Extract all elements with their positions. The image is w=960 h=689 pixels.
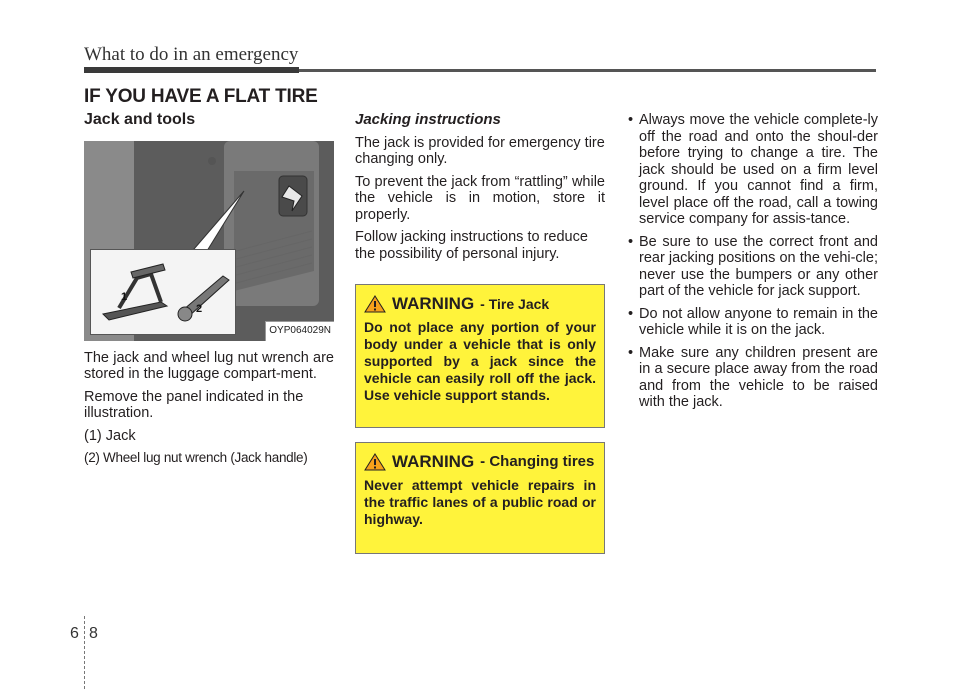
list-item-text: Make sure any children present are in a secure place away from the road and from the vehicle to be raised with the jack.: [639, 344, 878, 410]
bullet-icon: •: [628, 344, 634, 361]
warning-label: WARNING: [392, 451, 475, 471]
header-rule-accent: [84, 67, 299, 73]
emergency-use-paragraph: The jack is provided for emergency tire changing only.: [355, 134, 605, 167]
jack-tools-heading: Jack and tools: [84, 111, 196, 128]
jack-and-wrench-illustration: [91, 250, 235, 334]
callout-2: 2: [196, 302, 203, 315]
remove-panel-paragraph: Remove the panel indicated in the illustration.: [84, 388, 304, 421]
warning-header: [364, 295, 596, 313]
warning-body: Do not place any portion of your body under a vehicle that is only supported by a jack since the vehicle can easily roll off the jack. Use vehicle support stands.: [364, 319, 596, 403]
wrench-label: (2) Wheel lug nut wrench (Jack handle): [84, 450, 308, 465]
list-item-text: Do not allow anyone to remain in the vehicle while it is on the jack.: [639, 305, 878, 338]
page-number-divider: [84, 616, 85, 689]
section-title: IF YOU HAVE A FLAT TIRE: [84, 86, 318, 107]
jack-tools-figure: [84, 141, 334, 341]
column-3: [624, 112, 878, 417]
list-item: [624, 234, 878, 300]
warning-subtitle: - Changing tires: [480, 452, 595, 470]
figure-code: OYP064029N: [265, 321, 334, 341]
list-item-text: Always move the vehicle complete-ly off the road and onto the shoul-der before trying to change a tire. The jack should be used on a firm level ground. If you cannot find a firm, level place off the road, call a towing service company for assis-tance.: [639, 112, 878, 227]
warning-triangle-icon: [364, 453, 386, 471]
list-item: [624, 112, 878, 228]
storage-paragraph: The jack and wheel lug nut wrench are stored in the luggage compart-ment.: [84, 349, 334, 382]
list-item: [624, 306, 878, 339]
warning-triangle-icon: [364, 295, 386, 313]
chapter-header-title: What to do in an emergency: [84, 44, 299, 65]
follow-instructions-paragraph: Follow jacking instructions to reduce the possibility of personal injury.: [355, 229, 588, 262]
page-number: 8: [89, 625, 98, 642]
tire-jack-warning: [355, 284, 605, 428]
warning-subtitle: - Tire Jack: [480, 295, 550, 312]
callout-1: 1: [121, 290, 128, 303]
warning-header: [364, 453, 596, 471]
column-2: [355, 112, 605, 554]
jack-inset: [90, 249, 236, 335]
warning-body: Never attempt vehicle repairs in the traffic lanes of a public road or highway.: [364, 477, 596, 527]
bullet-icon: •: [628, 305, 634, 322]
list-item: [624, 345, 878, 411]
list-item-text: Be sure to use the correct front and rear jacking positions on the vehi-cle; never use the bumpers or any other part of the vehicle for jack support.: [639, 233, 878, 299]
bullet-icon: •: [628, 112, 634, 128]
jacking-instructions-heading: Jacking instructions: [355, 111, 501, 128]
jack-label: (1) Jack: [84, 427, 136, 444]
column-1: [84, 112, 334, 473]
rattling-paragraph: To prevent the jack from “rattling” while the vehicle is in motion, store it properly.: [355, 173, 605, 223]
changing-tires-warning: [355, 442, 605, 554]
chapter-number: 6: [70, 625, 79, 642]
warning-label: WARNING: [392, 293, 475, 313]
bullet-icon: •: [628, 233, 634, 250]
